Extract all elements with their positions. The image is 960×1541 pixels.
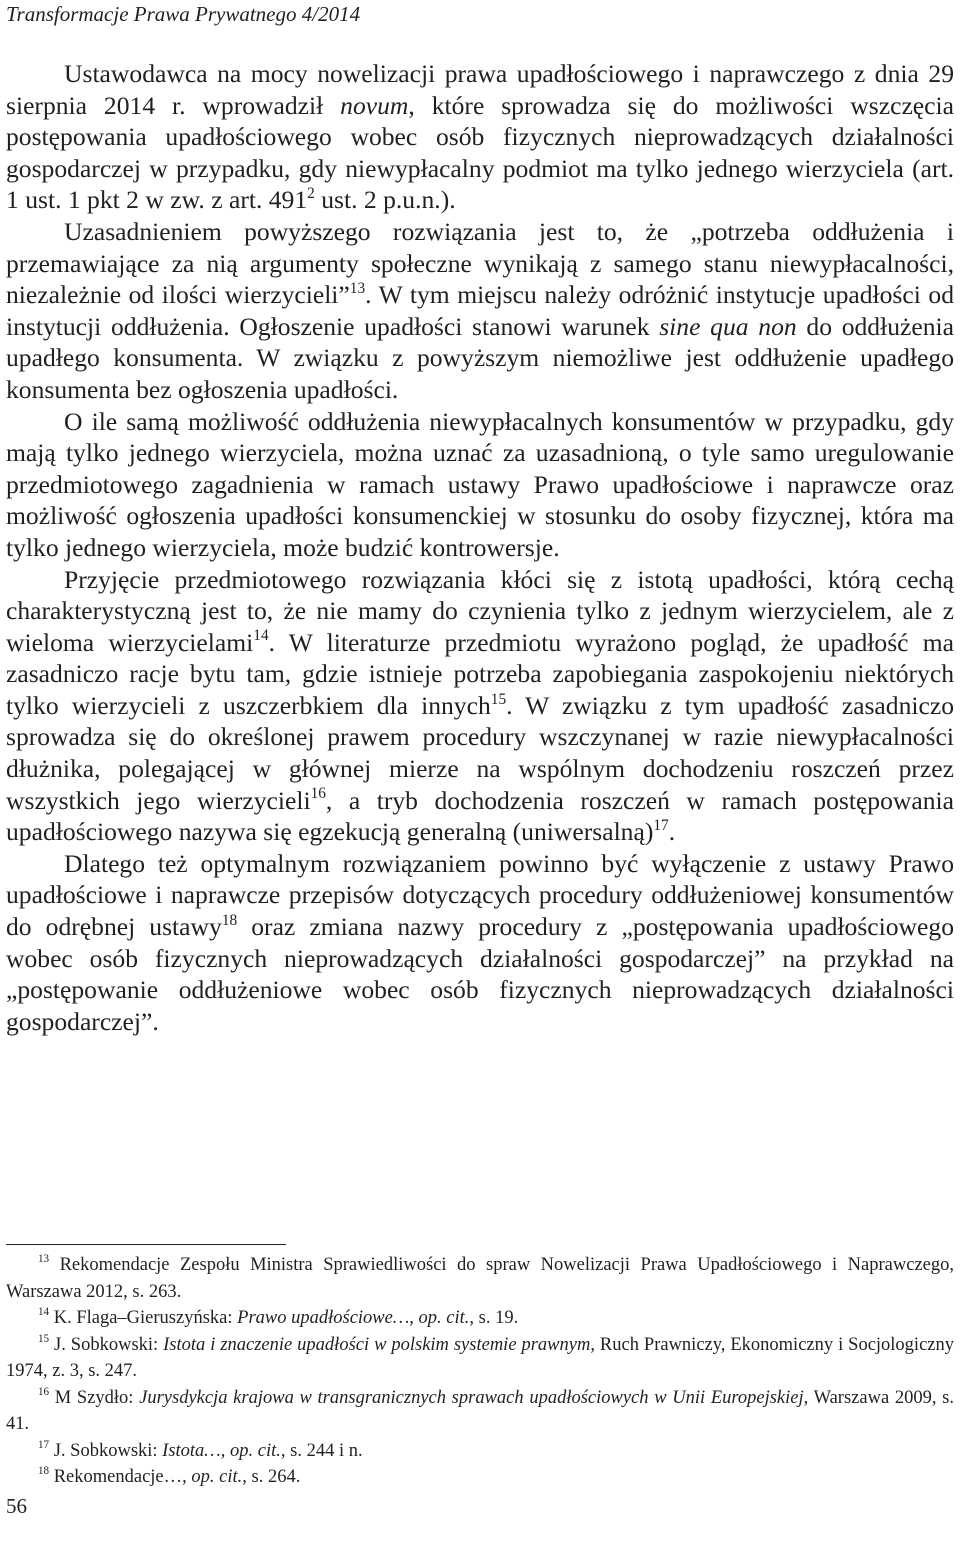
italic-text: novum [340, 90, 409, 120]
footnote [6, 1464, 954, 1491]
footnote-ref: 18 [38, 1465, 50, 1478]
footnotes [6, 1252, 954, 1491]
text-run: , Warszawa 2009, s. 41. [6, 1387, 954, 1434]
italic-text: op. cit. [230, 1440, 281, 1461]
text-run: , [220, 1440, 231, 1461]
text-run: O ile samą możliwość oddłużenia niewypłacalnych konsumentów w przypadku, gdy mają tylko jednego wierzyciela, można uznać za uzasadnioną, o tyle samo uregulowanie przedmiotowego zagadnienia w ramach ustawy Prawo upadłościowe i naprawcze oraz możliwość ogłoszenia upadłości konsumenckiej w stosunku do osoby fizycznej, która ma tylko jednego wierzyciela, może budzić kontrowersje. [6, 406, 954, 562]
text-run: , s. 19. [469, 1308, 519, 1328]
paragraph [6, 216, 954, 406]
page-number: 56 [6, 1494, 27, 1518]
footnote-ref: 15 [38, 1332, 50, 1345]
text-run: J. Sobkowski: [49, 1334, 164, 1355]
text-run: , Ruch Prawniczy, Ekonomiczny i Socjologiczny 1974, z. 3, s. 247. [6, 1334, 954, 1381]
footnote [6, 1305, 954, 1332]
italic-text: Istota… [162, 1440, 221, 1461]
text-run: . [668, 817, 676, 847]
text-run: M Szydło: [49, 1387, 140, 1408]
body-text [6, 58, 954, 1037]
footnote-ref: 2 [307, 185, 315, 203]
footnote [6, 1385, 954, 1438]
text-run: K. Flaga–Gieruszyńska: [49, 1308, 238, 1328]
footnote-ref: 14 [253, 627, 269, 645]
text-run: Dlatego też optymalnym rozwiązaniem powinno być wyłączenie z ustawy Prawo upadłościowe i naprawcze przepisów dotyczących procedury oddłużeniowej konsumentów do odrębnej ustawy [6, 848, 954, 942]
footnote [6, 1438, 954, 1465]
footnote [6, 1252, 954, 1305]
text-run: Uzasadnieniem powyższego rozwiązania jest to, że „potrzeba oddłużenia i przemawiające za nią argumenty społeczne wynikają z samego stanu niewypłacalności, niezależnie od ilości wierzycieli” [6, 216, 954, 310]
running-header: Transformacje Prawa Prywatnego 4/2014 [6, 2, 361, 26]
footnote-ref: 16 [310, 785, 326, 803]
text-run: , a tryb dochodzenia roszczeń w ramach postępowania upadłościowego nazywa się egzekucją generalną (uniwersalną) [6, 785, 955, 847]
italic-text: sine qua non [659, 311, 797, 341]
footnote-ref: 18 [221, 911, 238, 929]
italic-text: Prawo upadłościowe… [237, 1308, 410, 1328]
text-run: ust. 2 p.u.n.). [314, 185, 456, 215]
paragraph [6, 406, 954, 564]
footnote [6, 1332, 954, 1385]
footnote-ref: 15 [490, 690, 507, 708]
footnote-ref: 17 [38, 1438, 50, 1451]
text-run: . W literaturze przedmiotu wyrażono pogląd, że upadłość ma zasadniczo racje bytu tam, gdzie istnieje potrzeba zapobiegania zaspokojeniu niektórych tylko wierzycieli z uszczerbkiem dla innych [6, 627, 954, 720]
text-run: Ustawodawca na mocy nowelizacji prawa upadłościowego i naprawczego z dnia 29 sierpnia 2014 r. wprowadził [6, 59, 954, 120]
footnote-ref: 13 [349, 279, 366, 297]
paragraph [6, 564, 954, 848]
text-run: . W związku z tym upadłość zasadniczo sprowadza się do określonej prawem procedury wszczynanej w razie niewypłacalności dłużnika, polegającej w głównej mierze na wspólnym dochodzeniu roszczeń przez wszystkich jego wierzycieli [6, 690, 955, 815]
text-run: , s. 244 i n. [280, 1440, 363, 1461]
italic-text: Istota i znaczenie upadłości w polskim systemie prawnym [163, 1334, 591, 1355]
footnote-ref: 16 [38, 1385, 50, 1398]
footnote-ref: 13 [38, 1253, 50, 1266]
text-run: Rekomendacje Zespołu Ministra Sprawiedliwości do spraw Nowelizacji Prawa Upadłościowego i Naprawczego, Warszawa 2012, s. 263. [6, 1255, 954, 1302]
text-run: , s. 264. [242, 1467, 301, 1487]
footnote-separator [6, 1244, 286, 1245]
text-run: , które sprowadza się do możliwości wszczęcia postępowania upadłościowego wobec osób fizycznych nieprowadzących działalności gospodarczej w przypadku, gdy niewypłacalny podmiot ma tylko jednego wierzyciela (art. 1 ust. 1 pkt 2 w zw. z art. 491 [6, 90, 954, 215]
text-run: . W tym miejscu należy odróżnić instytucje upadłości od instytucji oddłużenia. Ogłoszenie upadłości stanowi warunek [6, 280, 954, 341]
text-run: do oddłużenia upadłego konsumenta. W związku z powyższym niemożliwe jest oddłużenie upadłego konsumenta bez ogłoszenia upadłości. [6, 311, 954, 404]
footnote-ref: 14 [38, 1306, 50, 1319]
text-run: Przyjęcie przedmiotowego rozwiązania kłóci się z istotą upadłości, którą cechą charakterystyczną jest to, że nie mamy do czynienia tylko z jednym wierzycielem, ale z wieloma wierzycielami [6, 564, 954, 657]
text-run: oraz zmiana nazwy procedury z „postępowania upadłościowego wobec osób fizycznych nieprowadzących działalności gospodarczej” na przykład na „postępowanie oddłużeniowe wobec osób fizycznych nieprowadzących działalności gospodarczej”. [6, 912, 954, 1036]
footnote-ref: 17 [653, 816, 669, 834]
text-run: Rekomendacje…, [49, 1467, 192, 1487]
paragraph [6, 58, 954, 216]
italic-text: op. cit. [191, 1467, 243, 1487]
text-run: J. Sobkowski: [49, 1440, 163, 1461]
paragraph [6, 848, 954, 1038]
text-run: , [409, 1308, 419, 1328]
italic-text: op. cit. [418, 1308, 470, 1328]
italic-text: Jurysdykcja krajowa w transgranicznych sprawach upadłościowych w Unii Europejskiej [139, 1387, 804, 1408]
